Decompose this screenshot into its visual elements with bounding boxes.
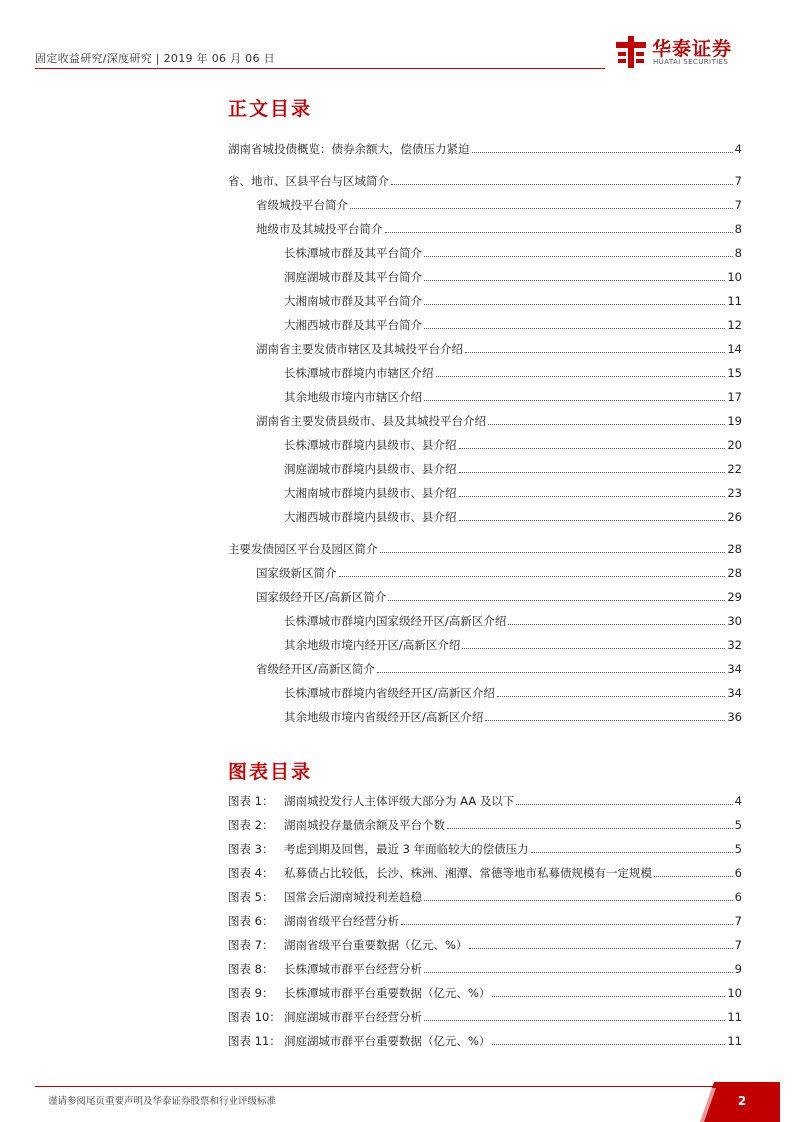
- figure-entry[interactable]: [228, 812, 742, 836]
- toc-leader-dots: [469, 948, 732, 949]
- toc-entry-page: 26: [727, 510, 742, 524]
- figure-entry-number: 图表 7：: [228, 938, 274, 952]
- toc-leader-dots: [462, 648, 725, 649]
- toc-entry-page: 23: [727, 486, 742, 500]
- figure-entry-label: 洞庭湖城市群平台重要数据（亿元、%）: [284, 1034, 491, 1048]
- figure-entry-number: 图表 10：: [228, 1010, 281, 1024]
- page-number: 2: [737, 1094, 747, 1108]
- toc-entry-page: 28: [727, 542, 742, 556]
- toc-entry-label: 其余地级市境内经开区/高新区介绍: [284, 638, 461, 652]
- toc-entry-label: 长株潭城市群及其平台简介: [284, 246, 422, 260]
- toc-leader-dots: [497, 696, 725, 697]
- toc-entry-page: 7: [734, 198, 742, 212]
- page-header: [35, 40, 758, 80]
- toc-entry[interactable]: [228, 560, 742, 584]
- toc-entry[interactable]: [228, 136, 742, 160]
- toc-leader-dots: [391, 184, 733, 185]
- figure-entry[interactable]: [228, 980, 742, 1004]
- logo-chinese: 华泰证券: [652, 38, 733, 60]
- toc-entry[interactable]: [228, 240, 742, 264]
- toc-entry-label: 湖南省主要发债县级市、县及其城投平台介绍: [256, 414, 486, 428]
- figure-entry-label: 湖南省级平台重要数据（亿元、%）: [284, 938, 468, 952]
- figure-entry-label: 长株潭城市群平台重要数据（亿元、%）: [284, 986, 491, 1000]
- figure-entry-page: 5: [734, 818, 742, 832]
- figure-entry-label: 私募债占比较低，长沙、株洲、湘潭、常德等地市私募债规模有一定规模: [284, 866, 652, 880]
- figure-entry-page: 7: [734, 914, 742, 928]
- toc-entry-page: 30: [727, 614, 742, 628]
- toc-entry-page: 28: [727, 566, 742, 580]
- toc-entry-page: 15: [727, 366, 742, 380]
- figure-toc-title: 图表目录: [228, 761, 313, 783]
- toc-entry[interactable]: [228, 632, 742, 656]
- header-rule: [35, 68, 605, 69]
- figure-entry[interactable]: [228, 788, 742, 812]
- toc-leader-dots: [424, 900, 733, 901]
- figure-entry-page: 6: [734, 890, 742, 904]
- figure-entry-label: 湖南城投存量债余额及平台个数: [284, 818, 445, 832]
- toc-entry[interactable]: [228, 312, 742, 336]
- toc-entry[interactable]: [228, 680, 742, 704]
- toc-entry-page: 29: [727, 590, 742, 604]
- toc-leader-dots: [472, 152, 733, 153]
- toc-leader-dots: [459, 448, 726, 449]
- toc-entry-page: 12: [727, 318, 742, 332]
- figure-entry[interactable]: [228, 1004, 742, 1028]
- toc-entry[interactable]: [228, 336, 742, 360]
- toc-leader-dots: [436, 376, 726, 377]
- toc-entry-label: 大湘西城市群及其平台简介: [284, 318, 422, 332]
- toc-leader-dots: [424, 280, 725, 281]
- toc-entry-label: 大湘西城市群境内县级市、县介绍: [284, 510, 457, 524]
- toc-leader-dots: [488, 424, 725, 425]
- toc-leader-dots: [339, 576, 726, 577]
- toc-entry-label: 地级市及其城投平台简介: [256, 222, 383, 236]
- figure-entry[interactable]: [228, 860, 742, 884]
- toc-entry[interactable]: [228, 456, 742, 480]
- toc-entry-label: 其余地级市境内省级经开区/高新区介绍: [284, 710, 484, 724]
- toc-entry[interactable]: [228, 216, 742, 240]
- toc-leader-dots: [459, 472, 726, 473]
- toc-entry-label: 省级城投平台简介: [256, 198, 348, 212]
- toc-leader-dots: [654, 876, 733, 877]
- toc-entry-label: 湖南省主要发债市辖区及其城投平台介绍: [256, 342, 463, 356]
- footer-rule: [35, 1086, 720, 1087]
- toc-entry-page: 17: [727, 390, 742, 404]
- figure-entry-page: 5: [734, 842, 742, 856]
- toc-entry[interactable]: [228, 704, 742, 728]
- figure-entry-number: 图表 5：: [228, 890, 274, 904]
- toc-entry[interactable]: [228, 536, 742, 560]
- toc-entry-label: 大湘南城市群及其平台简介: [284, 294, 422, 308]
- toc-leader-dots: [447, 828, 733, 829]
- toc-entry[interactable]: [228, 168, 742, 192]
- toc-entry-page: 20: [727, 438, 742, 452]
- figure-entry-page: 11: [727, 1034, 742, 1048]
- toc-entry-page: 8: [734, 222, 742, 236]
- figure-entry-page: 10: [727, 986, 742, 1000]
- toc-entry-page: 34: [727, 662, 742, 676]
- toc-entry[interactable]: [228, 192, 742, 216]
- figure-entry-number: 图表 3：: [228, 842, 274, 856]
- figure-entry-page: 11: [727, 1010, 742, 1024]
- figure-entry-label: 考虑到期及回售，最近 3 年面临较大的偿债压力: [284, 842, 529, 856]
- toc-entry-label: 洞庭湖城市群及其平台简介: [284, 270, 422, 284]
- header-text: 固定收益研究/深度研究 | 2019 年 06 月 06 日: [35, 52, 275, 65]
- toc-leader-dots: [424, 328, 725, 329]
- figure-entry-number: 图表 8：: [228, 962, 274, 976]
- toc-entry[interactable]: [228, 288, 742, 312]
- figure-entry-label: 湖南城投发行人主体评级大部分为 AA 及以下: [284, 794, 515, 808]
- figure-entry[interactable]: [228, 932, 742, 956]
- toc-leader-dots: [380, 552, 726, 553]
- toc-entry[interactable]: [228, 480, 742, 504]
- toc-entry-label: 主要发债园区平台及园区简介: [228, 542, 378, 556]
- logo-english: HUATAI SECURITIES: [653, 58, 729, 66]
- toc-entry-label: 省、地市、区县平台与区域简介: [228, 174, 389, 188]
- toc-entry-label: 大湘南城市群境内县级市、县介绍: [284, 486, 457, 500]
- figure-toc: [228, 788, 742, 1052]
- figure-entry[interactable]: [228, 884, 742, 908]
- figure-entry-label: 国常会后湖南城投利差趋稳: [284, 890, 422, 904]
- toc-entry-page: 4: [734, 142, 742, 156]
- toc-entry-page: 7: [734, 174, 742, 188]
- toc-leader-dots: [485, 720, 725, 721]
- figure-entry[interactable]: [228, 956, 742, 980]
- figure-entry-number: 图表 6：: [228, 914, 274, 928]
- figure-entry-number: 图表 4：: [228, 866, 274, 880]
- toc-entry-label: 湖南省城投债概览：债券余额大，偿债压力紧迫: [228, 142, 470, 156]
- figure-entry-number: 图表 2：: [228, 818, 274, 832]
- toc-leader-dots: [465, 352, 725, 353]
- main-toc-title: 正文目录: [228, 98, 313, 120]
- toc-entry-label: 长株潭城市群境内县级市、县介绍: [284, 438, 457, 452]
- toc-entry[interactable]: [228, 408, 742, 432]
- main-toc: [228, 136, 742, 728]
- toc-leader-dots: [531, 852, 733, 853]
- toc-entry-page: 11: [727, 294, 742, 308]
- figure-entry[interactable]: [228, 1028, 742, 1052]
- toc-entry-label: 长株潭城市群境内市辖区介绍: [284, 366, 434, 380]
- toc-leader-dots: [424, 400, 725, 401]
- toc-leader-dots: [401, 924, 733, 925]
- toc-entry-page: 34: [727, 686, 742, 700]
- toc-entry[interactable]: [228, 584, 742, 608]
- toc-leader-dots: [508, 624, 725, 625]
- toc-entry-label: 洞庭湖城市群境内县级市、县介绍: [284, 462, 457, 476]
- toc-entry-page: 36: [727, 710, 742, 724]
- toc-leader-dots: [492, 996, 725, 997]
- toc-entry[interactable]: [228, 264, 742, 288]
- toc-entry-page: 19: [727, 414, 742, 428]
- toc-entry-label: 其余地级市境内市辖区介绍: [284, 390, 422, 404]
- toc-leader-dots: [492, 1044, 725, 1045]
- toc-entry-page: 8: [734, 246, 742, 260]
- toc-entry[interactable]: [228, 384, 742, 408]
- figure-entry-label: 长株潭城市群平台经营分析: [284, 962, 422, 976]
- figure-entry-page: 6: [734, 866, 742, 880]
- toc-entry-label: 国家级经开区/高新区简介: [256, 590, 387, 604]
- toc-leader-dots: [424, 972, 733, 973]
- company-logo: [614, 34, 744, 74]
- figure-entry-number: 图表 11：: [228, 1034, 281, 1048]
- footer-disclaimer: 谨请参阅尾页重要声明及华泰证券股票和行业评级标准: [48, 1096, 277, 1107]
- toc-leader-dots: [385, 232, 733, 233]
- toc-entry[interactable]: [228, 360, 742, 384]
- toc-entry[interactable]: [228, 504, 742, 528]
- toc-entry-label: 长株潭城市群境内省级经开区/高新区介绍: [284, 686, 495, 700]
- figure-entry-page: 7: [734, 938, 742, 952]
- toc-entry[interactable]: [228, 656, 742, 680]
- figure-entry-number: 图表 1：: [228, 794, 274, 808]
- toc-entry-page: 22: [727, 462, 742, 476]
- toc-leader-dots: [377, 672, 725, 673]
- toc-entry-label: 长株潭城市群境内国家级经开区/高新区介绍: [284, 614, 507, 628]
- toc-entry-page: 10: [727, 270, 742, 284]
- toc-entry-page: 14: [727, 342, 742, 356]
- figure-entry-label: 洞庭湖城市群平台经营分析: [284, 1010, 422, 1024]
- toc-leader-dots: [424, 256, 733, 257]
- toc-leader-dots: [459, 496, 726, 497]
- figure-entry[interactable]: [228, 836, 742, 860]
- toc-entry-label: 国家级新区简介: [256, 566, 337, 580]
- toc-entry-page: 32: [727, 638, 742, 652]
- figure-entry[interactable]: [228, 908, 742, 932]
- toc-entry[interactable]: [228, 608, 742, 632]
- toc-entry[interactable]: [228, 432, 742, 456]
- toc-leader-dots: [388, 600, 725, 601]
- toc-leader-dots: [424, 304, 725, 305]
- toc-entry-label: 省级经开区/高新区简介: [256, 662, 375, 676]
- figure-entry-number: 图表 9：: [228, 986, 274, 1000]
- toc-leader-dots: [516, 804, 732, 805]
- toc-leader-dots: [424, 1020, 725, 1021]
- figure-entry-page: 4: [734, 794, 742, 808]
- huatai-logo-icon: [614, 34, 648, 70]
- figure-entry-page: 9: [734, 962, 742, 976]
- toc-leader-dots: [459, 520, 726, 521]
- figure-entry-label: 湖南省级平台经营分析: [284, 914, 399, 928]
- toc-leader-dots: [350, 208, 733, 209]
